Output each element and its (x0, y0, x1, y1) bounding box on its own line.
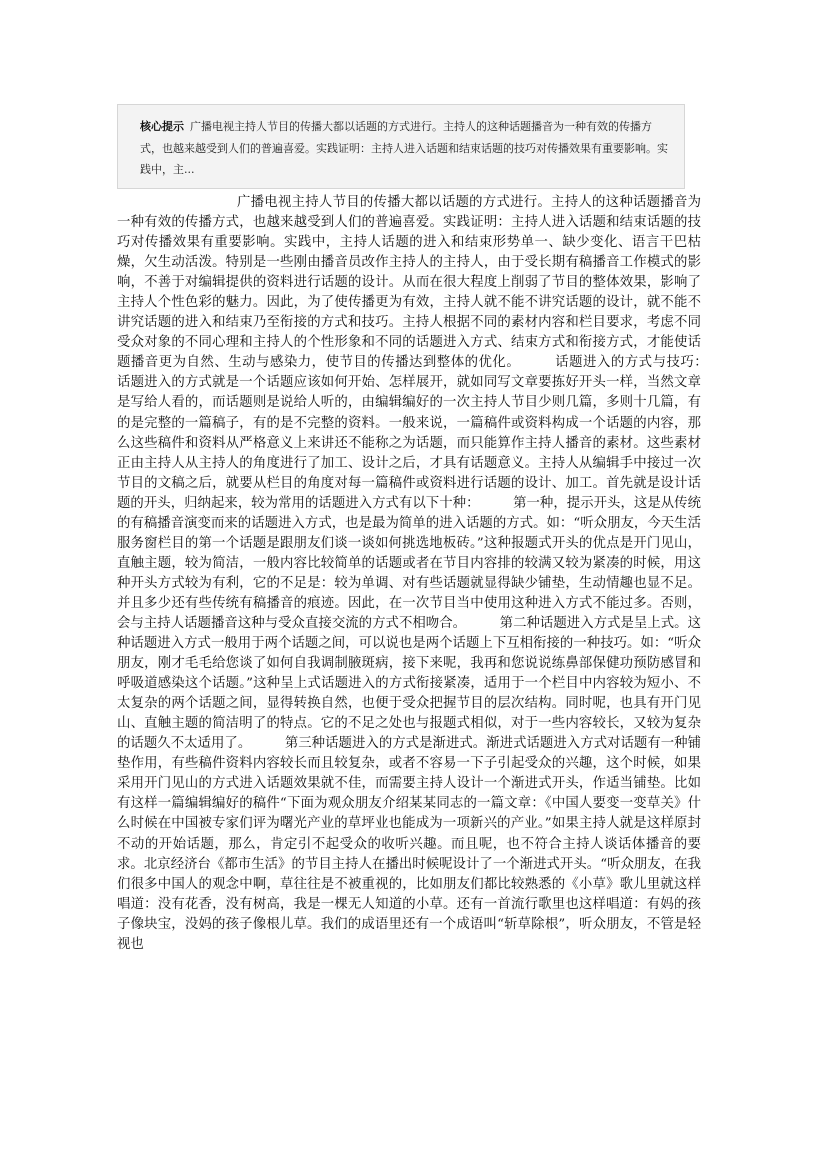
summary-box (117, 104, 685, 189)
article-body: 广播电视主持人节目的传播大都以话题的方式进行。主持人的这种话题播音为一种有效的传播方式，也越来越受到人们的普遍喜爱。实践证明：主持人进入话题和结束话题的技巧对传播效果有重要影响。实践中，主持人话题的进入和结束形势单一、缺少变化、语言干巴枯燥，欠生动活泼。特别是一些刚由播音员改作主持人的主持人，由于受长期有稿播音工作模式的影响，不善于对编辑提供的资料进行话题的设计。从而在很大程度上削弱了节目的整体效果，影响了主持人个性色彩的魅力。因此，为了使传播更为有效，主持人就不能不讲究话题的设计，就不能不讲究话题的进入和结束乃至衔接的方式和技巧。主持人根据不同的素材内容和栏目要求，考虑不同受众对象的不同心理和主持人的个性形象和不同的话题进入方式、结束方式和衔接方式，才能使话题播音更为自然、生动与感染力，使节目的传播达到整体的优化。 话题进入的方式与技巧： 话题进入的方式就是一个话题应该如何开始、怎样展开，就如同写文章要拣好开头一样，当然文章是写给人看的，而话题则是说给人听的，由编辑编好的一次主持人节目少则几篇，多则十几篇，有的是完整的一篇稿子，有的是不完整的资料。一般来说，一篇稿件或资料构成一个话题的内容，那么这些稿件和资料从严格意义上来讲还不能称之为话题，而只能算作主持人播音的素材。这些素材正由主持人从主持人的角度进行了加工、设计之后，才具有话题意义。主持人从编辑手中接过一次节目的文稿之后，就要从栏目的角度对每一篇稿件或资料进行话题的设计、加工。首先就是设计话题的开头，归纳起来，较为常用的话题进入方式有以下十种： 第一种，提示开头，这是从传统的有稿播音演变而来的话题进入方式，也是最为简单的进入话题的方式。如：“听众朋友，今天生活服务窗栏目的第一个话题是跟朋友们谈一谈如何挑选地板砖。”这种报题式开头的优点是开门见山，直触主题，较为简洁，一般内容比较简单的话题或者在节目内容排的较满又较为紧凑的时候，用这种开头方式较为有利，它的不足是：较为单调、对有些话题就显得缺少铺垫，生动情趣也显不足。并且多少还有些传统有稿播音的痕迹。因此，在一次节目当中使用这种进入方式不能过多。否则，会与主持人话题播音这种与受众直接交流的方式不相吻合。 第二种话题进入方式是呈上式。这种话题进入方式一般用于两个话题之间，可以说也是两个话题上下互相衔接的一种技巧。如：“听众朋友，刚才毛毛给您谈了如何自我调制腋斑病，接下来呢，我再和您说说练鼻部保健功预防感冒和呼吸道感染这个话题。”这种呈上式话题进入的方式衔接紧凑，适用于一个栏目中内容较为短小、不太复杂的两个话题之间，显得转换自然，也便于受众把握节目的层次结构。同时呢，也具有开门见山、直触主题的简洁明了的特点。它的不足之处也与报题式相似，对于一些内容较长，又较为复杂的话题久不太适用了。 第三种话题进入的方式是渐进式。渐进式话题进入方式对话题有一种铺垫作用，有些稿件资料内容较长而且较复杂，或者不容易一下子引起受众的兴趣，这个时候，如果采用开门见山的方式进入话题效果就不佳，而需要主持人设计一个渐进式开头，作适当铺垫。比如有这样一篇编辑编好的稿件“下面为观众朋友介绍某某同志的一篇文章：《中国人要变一变草关》什么时候在中国被专家们评为曙光产业的草坪业也能成为一项新兴的产业。”如果主持人就是这样原封不动的开始话题，那么，肯定引不起受众的收听兴趣。而且呢，也不符合主持人谈话体播音的要求。北京经济台《都市生活》的节目主持人在播出时候呢设计了一个渐进式开头。“听众朋友，在我们很多中国人的观念中啊，草往往是不被重视的，比如朋友们都比较熟悉的《小草》歌儿里就这样唱道：没有花香，没有树高，我是一棵无人知道的小草。还有一首流行歌里也这样唱道：有妈的孩子像块宝，没妈的孩子像根儿草。我们的成语里还有一个成语叫“斩草除根”，听众朋友，不管是轻视也 (117, 195, 728, 952)
summary-label: 核心提示 (140, 120, 184, 133)
summary-text: 广播电视主持人节目的传播大都以话题的方式进行。主持人的这种话题播音为一种有效的传播方式，也越来越受到人们的普遍喜爱。实践证明：主持人进入话题和结束话题的技巧对传播效果有重要影响。实践中，主... (140, 120, 668, 176)
